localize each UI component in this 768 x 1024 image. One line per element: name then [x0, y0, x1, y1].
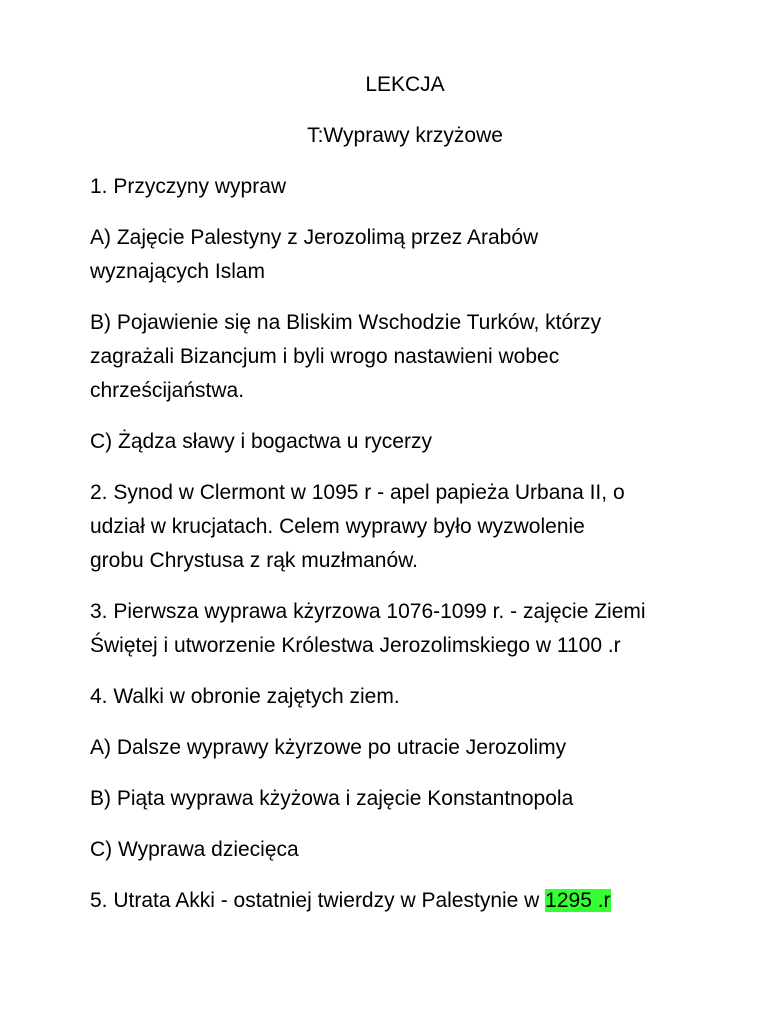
section-4-a-line: A) Dalsze wyprawy kżyrzowe po utracie Jerozolimy: [90, 736, 567, 759]
cause-b-line-2: zagrażali Bizancjum i byli wrogo nastawieni wobec: [90, 345, 560, 368]
cause-a-line-2: wyznających Islam: [90, 260, 266, 283]
section-2-line-2: udział w krucjatach. Celem wyprawy było wyzwolenie: [90, 515, 585, 538]
cause-c-line: C) Żądza sławy i bogactwa u rycerzy: [90, 430, 432, 453]
cause-b-line-3: chrześcijaństwa.: [90, 379, 245, 402]
lesson-label: LEKCJA: [365, 73, 445, 96]
section-5-line: [90, 884, 730, 918]
cause-a-line-1: A) Zajęcie Palestyny z Jerozolimą przez Arabów: [90, 226, 539, 249]
highlighted-date: 1295 .r: [545, 889, 611, 912]
section-2-line-1: 2. Synod w Clermont w 1095 r - apel papieża Urbana II, o: [90, 481, 625, 504]
section-3-line-2: Świętej i utworzenie Królestwa Jerozolimskiego w 1100 .r: [90, 634, 621, 657]
section-1-heading: 1. Przyczyny wypraw: [90, 175, 287, 198]
lesson-topic: T:Wyprawy krzyżowe: [307, 124, 503, 147]
cause-b-line-1: B) Pojawienie się na Bliskim Wschodzie Turków, którzy: [90, 311, 602, 334]
section-4-heading: 4. Walki w obronie zajętych ziem.: [90, 685, 400, 708]
section-3-line-1: 3. Pierwsza wyprawa kżyrzowa 1076-1099 r. - zajęcie Ziemi: [90, 600, 646, 623]
section-2-line-3: grobu Chrystusa z rąk muzłmanów.: [90, 549, 418, 572]
section-5-text: 5. Utrata Akki - ostatniej twierdzy w Palestynie w: [90, 889, 546, 912]
section-4-b-line: B) Piąta wyprawa kżyżowa i zajęcie Konstantnopola: [90, 787, 574, 810]
section-4-c-line: C) Wyprawa dziecięca: [90, 838, 299, 861]
